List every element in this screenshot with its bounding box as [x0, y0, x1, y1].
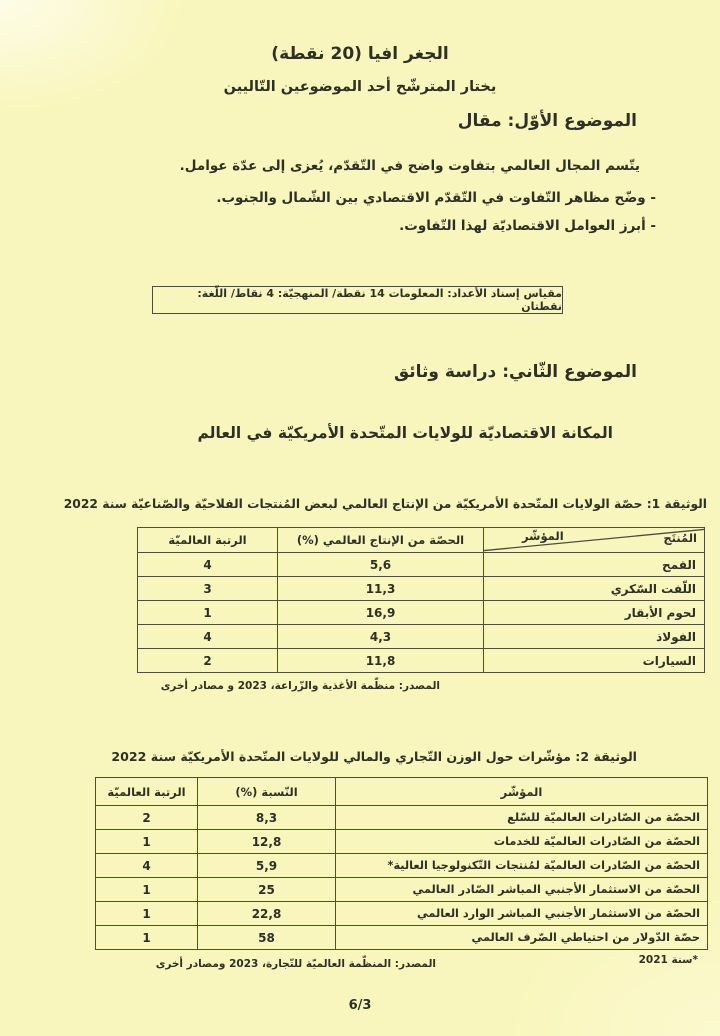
table-row: [96, 806, 708, 830]
table-row: [96, 854, 708, 878]
table-row: [138, 625, 705, 649]
document1-table: [137, 527, 705, 673]
table1-corner-cell: [484, 528, 705, 553]
table1-corner-indicator-label: المؤشّر: [522, 529, 564, 543]
document1-source: المصدر: منظّمة الأغذية والزّراعة، 2023 و مصادر أخرى: [160, 680, 440, 692]
table1-share: 11,3: [278, 577, 484, 601]
table1-share: 11,8: [278, 649, 484, 673]
table1-product: الفولاذ: [484, 625, 705, 649]
table2-indicator: الحصّة من الاستثمار الأجنبي المباشر الصّادر العالمي: [336, 878, 708, 902]
candidate-instruction: يختار المترشّح أحد الموضوعين التّاليين: [223, 79, 497, 95]
table2-percent: 58: [198, 926, 336, 950]
table2-rank: 1: [96, 878, 198, 902]
topic1-task-2: - أبرز العوامل الاقتصاديّة لهذا التّفاوت.: [399, 218, 656, 234]
table1-product: السيارات: [484, 649, 705, 673]
table-row: [138, 649, 705, 673]
table-row: [96, 830, 708, 854]
table1-share: 16,9: [278, 601, 484, 625]
table1-rank: 4: [138, 553, 278, 577]
subject-title: الجغر افيا (20 نقطة): [271, 44, 449, 64]
table2-header-row: [96, 778, 708, 806]
table-row: [96, 878, 708, 902]
document2-footnote: *سنة 2021: [638, 954, 698, 966]
document2-table: [95, 777, 708, 950]
document1-title: الوثيقة 1: حصّة الولايات المتّحدة الأمريكيّة من الإنتاج العالمي لبعض المُنتجات الفلاحيّة والصّناعيّة سنة 2022: [63, 497, 707, 511]
table2-indicator: حصّة الدّولار من احتياطي الصّرف العالمي: [336, 926, 708, 950]
table1-header-rank: الرتبة العالميّة: [138, 528, 278, 553]
table2-rank: 1: [96, 830, 198, 854]
table2-indicator: الحصّة من الصّادرات العالميّة للخدمات: [336, 830, 708, 854]
table1-product: اللّفت السّكري: [484, 577, 705, 601]
table2-indicator: الحصّة من الصّادرات العالميّة للسّلع: [336, 806, 708, 830]
table2-rank: 1: [96, 902, 198, 926]
table2-percent: 12,8: [198, 830, 336, 854]
table2-header-rank: الرتبة العالميّة: [96, 778, 198, 806]
page-number: 6/3: [348, 998, 372, 1013]
table1-corner-product-label: المُنتَج: [663, 531, 697, 545]
table1-header-share: الحصّة من الإنتاج العالمي (%): [278, 528, 484, 553]
table2-header-percent: النّسبة (%): [198, 778, 336, 806]
table2-header-indicator: المؤشّر: [336, 778, 708, 806]
document2-title: الوثيقة 2: مؤشّرات حول الوزن التّجاري والمالي للولايات المتّحدة الأمريكيّة سنة 2022: [111, 749, 637, 764]
table1-share: 5,6: [278, 553, 484, 577]
table2-indicator: الحصّة من الاستثمار الأجنبي المباشر الوارد العالمي: [336, 902, 708, 926]
table-row: [96, 926, 708, 950]
topic1-task-1: - وضّح مظاهر التّفاوت في التّقدّم الاقتصادي بين الشّمال والجنوب.: [216, 190, 656, 206]
table1-rank: 1: [138, 601, 278, 625]
grading-scale-box: [152, 286, 563, 314]
table2-indicator: الحصّة من الصّادرات العالميّة لمُنتجات التّكنولوجيا العالية*: [336, 854, 708, 878]
table1-rank: 2: [138, 649, 278, 673]
table2-percent: 8,3: [198, 806, 336, 830]
table2-rank: 4: [96, 854, 198, 878]
table2-percent: 22,8: [198, 902, 336, 926]
topic1-title: الموضوع الأوّل: مقال: [457, 111, 637, 131]
grading-scale-text: مقياس إسناد الأعداد: المعلومات 14 نقطة/ المنهجيّة: 4 نقاط/ اللّغة: نقطتان: [197, 287, 562, 313]
table1-share: 4,3: [278, 625, 484, 649]
topic2-subtitle: المكانة الاقتصاديّة للولايات المتّحدة الأمريكيّة في العالم: [197, 424, 613, 442]
table-row: [138, 553, 705, 577]
topic2-title: الموضوع الثّاني: دراسة وثائق: [393, 362, 637, 382]
table1-header-row: [138, 528, 705, 553]
table2-rank: 2: [96, 806, 198, 830]
topic1-intro: يتّسم المجال العالمي بتفاوت واضح في التّقدّم، يُعزى إلى عدّة عوامل.: [179, 158, 640, 174]
table2-percent: 5,9: [198, 854, 336, 878]
table1-product: لحوم الأبقار: [484, 601, 705, 625]
table2-percent: 25: [198, 878, 336, 902]
table1-product: القمح: [484, 553, 705, 577]
table-row: [138, 601, 705, 625]
table-row: [96, 902, 708, 926]
document2-source: المصدر: المنظّمة العالميّة للتّجارة، 2023 ومصادر أخرى: [155, 958, 436, 970]
table-row: [138, 577, 705, 601]
table1-rank: 4: [138, 625, 278, 649]
table2-rank: 1: [96, 926, 198, 950]
table1-rank: 3: [138, 577, 278, 601]
